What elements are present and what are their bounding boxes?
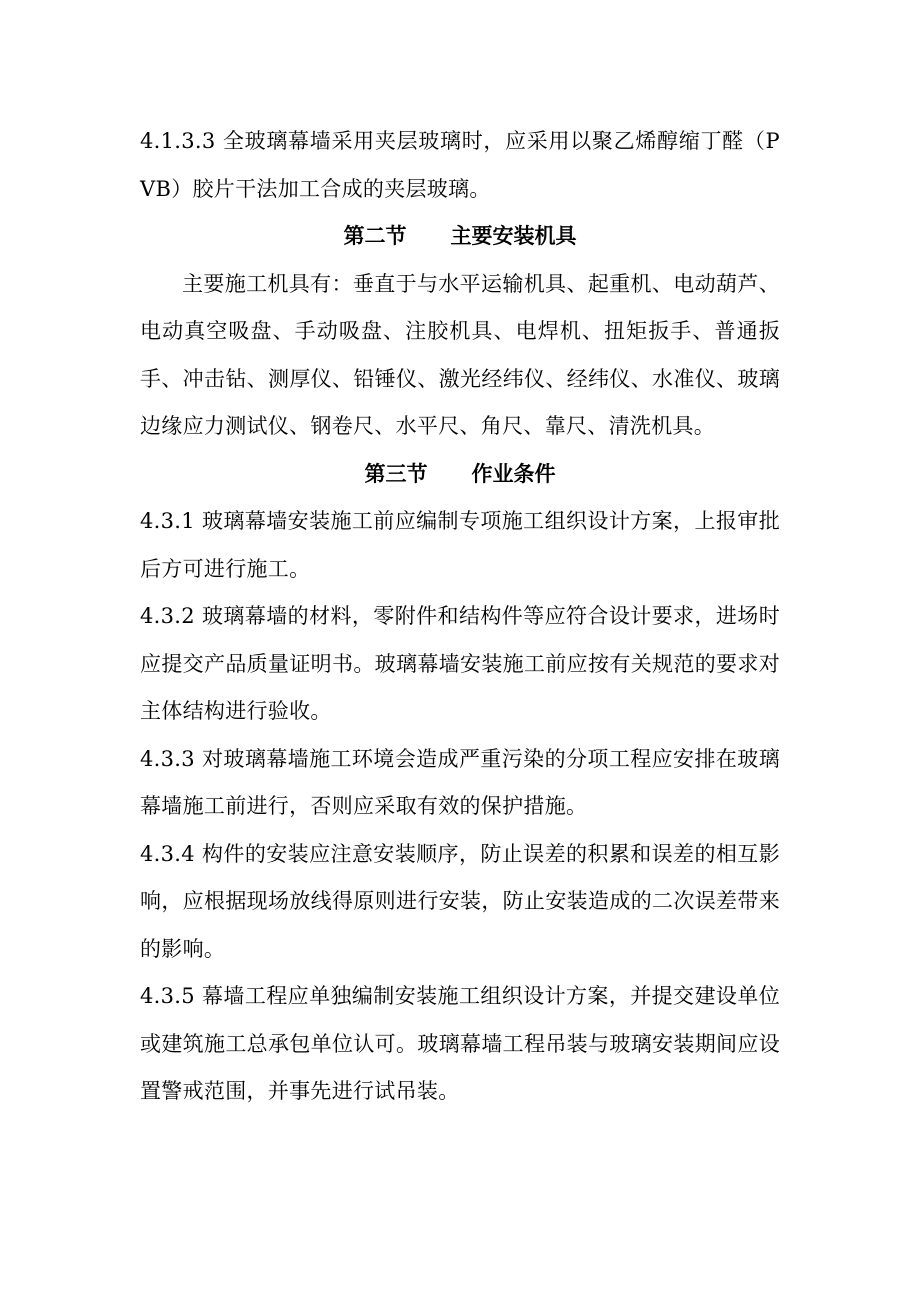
paragraph-4-3-2: 4.3.2 玻璃幕墙的材料，零附件和结构件等应符合设计要求，进场时应提交产品质量证明书。玻璃幕墙安装施工前应按有关规范的要求对主体结构进行验收。 <box>140 604 780 723</box>
paragraph-4-3-5: 4.3.5 幕墙工程应单独编制安装施工组织设计方案，并提交建设单位或建筑施工总承包单位认可。玻璃幕墙工程吊装与玻璃安装期间应设置警戒范围，并事先进行试吊装。 <box>140 984 780 1103</box>
section-title: 作业条件 <box>471 461 556 486</box>
section-heading-2 <box>140 213 780 261</box>
section-heading-3 <box>140 451 780 499</box>
paragraph-4-1-3-3: 4.1.3.3 全玻璃幕墙采用夹层玻璃时，应采用以聚乙烯醇缩丁醛（PVB）胶片干法加工合成的夹层玻璃。 <box>140 129 780 201</box>
section-number: 第三节 <box>364 461 428 486</box>
section-number: 第二节 <box>343 224 407 248</box>
paragraph-4-3-4: 4.3.4 构件的安装应注意安装顺序，防止误差的积累和误差的相互影响，应根据现场放线得原则进行安装，防止安装造成的二次误差带来的影响。 <box>140 841 780 961</box>
paragraph-4-3-1: 4.3.1 玻璃幕墙安装施工前应编制专项施工组织设计方案，上报审批后方可进行施工。 <box>140 509 780 581</box>
paragraph-4-3-3: 4.3.3 对玻璃幕墙施工环境会造成严重污染的分项工程应安排在玻璃幕墙施工前进行，否则应采取有效的保护措施。 <box>140 746 780 818</box>
document-page <box>140 118 780 1116</box>
section-title: 主要安装机具 <box>450 224 577 248</box>
paragraph-machines: 主要施工机具有：垂直于与水平运输机具、起重机、电动葫芦、电动真空吸盘、手动吸盘、注胶机具、电焊机、扭矩扳手、普通扳手、冲击钻、测厚仪、铅锤仪、激光经纬仪、经纬仪、水准仪、玻璃边缘应力测试仪、钢卷尺、水平尺、角尺、靠尺、清洗机具。 <box>140 271 780 438</box>
